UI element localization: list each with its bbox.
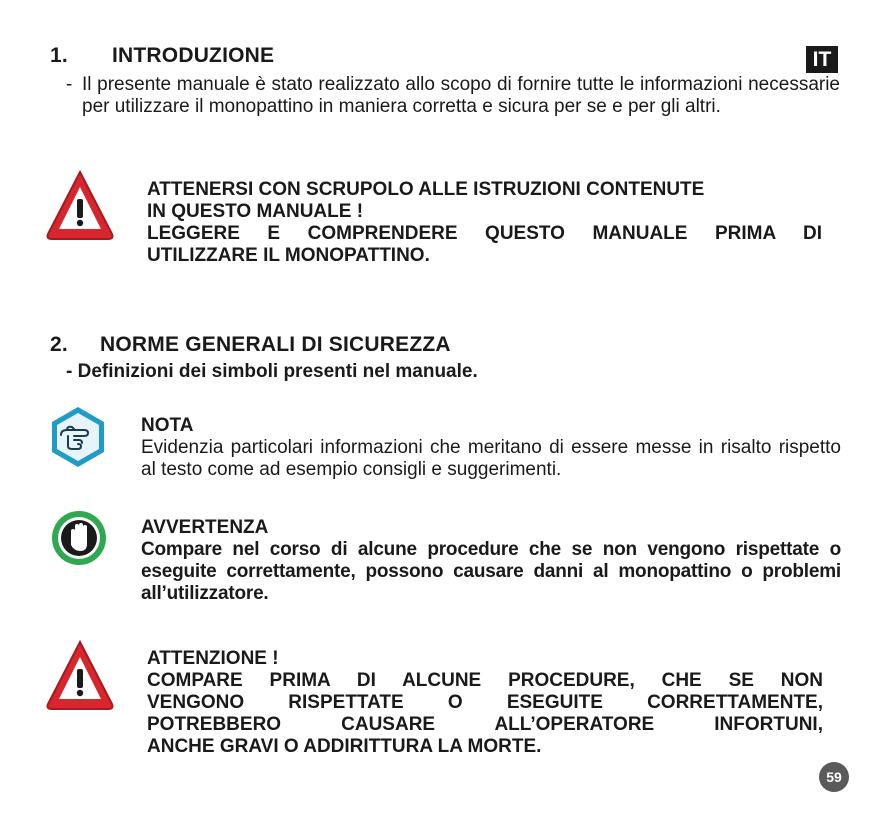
attenzione-line-2: VENGONO RISPETTATE O ESEGUITE CORRETTAMENTE,	[147, 692, 823, 713]
warning-notice-1	[147, 179, 825, 267]
section-2-number: 2.	[50, 333, 68, 356]
section-2-bullet: -	[66, 361, 73, 382]
page-number: 59	[819, 762, 849, 792]
pointing-hand-icon	[50, 405, 106, 469]
section-1-title: INTRODUZIONE	[112, 44, 275, 67]
attenzione-line-1: COMPARE PRIMA DI ALCUNE PROCEDURE, CHE SE NON	[147, 670, 823, 691]
nota-block	[141, 415, 841, 481]
section-1-heading	[50, 44, 274, 68]
attenzione-title: ATTENZIONE !	[147, 648, 279, 669]
warning-1-line-3: LEGGERE E COMPRENDERE QUESTO MANUALE PRIMA DI	[147, 223, 822, 244]
stop-hand-icon	[50, 509, 108, 567]
avvertenza-title: AVVERTENZA	[141, 517, 269, 538]
attenzione-line-4: ANCHE GRAVI O ADDIRITTURA LA MORTE.	[147, 736, 542, 757]
warning-1-line-2: IN QUESTO MANUALE !	[147, 201, 364, 222]
section-1-intro	[66, 74, 840, 118]
language-badge: IT	[806, 46, 838, 73]
warning-1-line-1: ATTENERSI CON SCRUPOLO ALLE ISTRUZIONI CONTENUTE	[147, 179, 705, 200]
avvertenza-block	[141, 517, 841, 605]
nota-title: NOTA	[141, 415, 194, 436]
section-1-number: 1.	[50, 44, 68, 67]
attenzione-line-3: POTREBBERO CAUSARE ALL’OPERATORE INFORTUNI,	[147, 714, 823, 735]
section-1-bullet: -	[66, 74, 73, 95]
warning-triangle-icon	[44, 638, 116, 712]
section-2-subtitle-row	[66, 361, 478, 383]
section-1-text: Il presente manuale è stato realizzato allo scopo di fornire tutte le informazioni necessarie per utilizzare il monopattino in maniera corretta e sicura per se e per gli altri.	[82, 74, 840, 117]
warning-triangle-icon	[44, 168, 116, 242]
attenzione-block	[147, 648, 823, 758]
avvertenza-text: Compare nel corso di alcune procedure che se non vengono rispettate o eseguite correttamente, possono causare danni al monopattino o problemi all’utilizzatore.	[141, 539, 841, 604]
nota-text: Evidenzia particolari informazioni che meritano di essere messe in risalto rispetto al testo come ad esempio consigli e suggerimenti.	[141, 437, 841, 480]
section-2-title: NORME GENERALI DI SICUREZZA	[100, 333, 451, 356]
warning-1-line-4: UTILIZZARE IL MONOPATTINO.	[147, 245, 430, 266]
section-2-heading	[50, 333, 451, 357]
section-2-subtitle: Definizioni dei simboli presenti nel manuale.	[77, 361, 478, 382]
